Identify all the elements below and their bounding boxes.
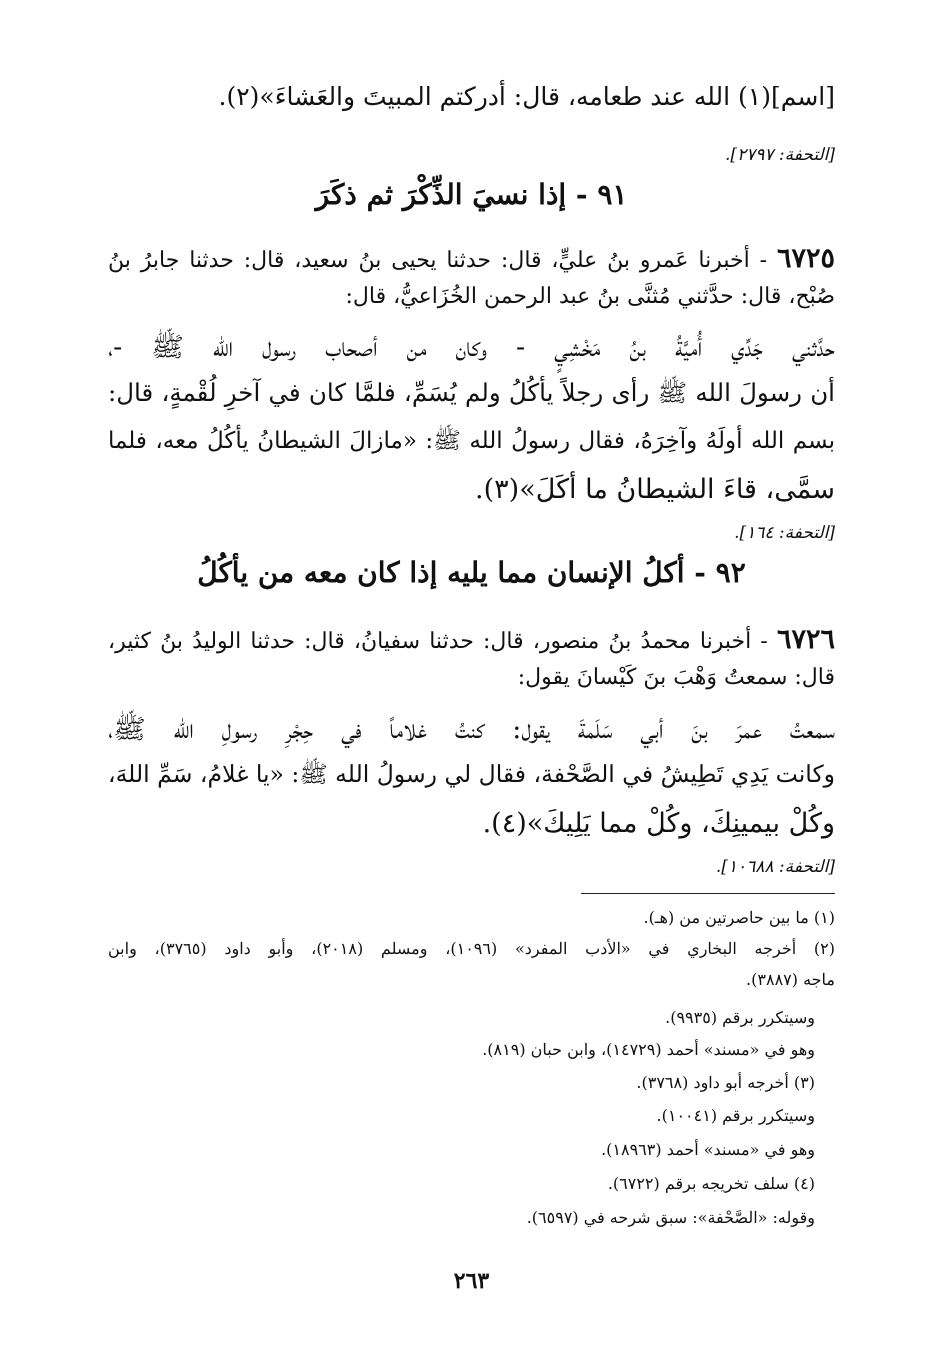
hadith-6726-isnad-line-1 bbox=[108, 624, 835, 655]
hadith-6726-isnad-line-2: قال: سمعتُ وَهْبَ بنَ كَيْسانَ يقول: bbox=[517, 665, 835, 690]
footnote-line: وسيتكرر برقم (٩٩٣٥). bbox=[665, 1008, 815, 1027]
footnote-line: (١) ما بين حاصرتين من (هـ). bbox=[643, 908, 835, 927]
footnote-line: وقوله: «الصَّحْفة»: سبق شرحه في (٦٥٩٧). bbox=[526, 1208, 815, 1227]
hadith-number: ٦٧٢٦ bbox=[776, 624, 835, 655]
hadith-6725-matn-line-3: بسم الله أولَهُ وآخِرَهُ، فقال رسولُ الله ﷺ: «مازالَ الشيطانُ يأكُلُ معه، فلما bbox=[108, 428, 835, 454]
hadith-6725-matn-line-4: سمَّى، قاءَ الشيطانُ ما أكَلَ»(٣). bbox=[475, 474, 835, 505]
tuhfa-reference-2797: [التحفة: ٢٧٩٧]. bbox=[724, 145, 835, 165]
footnote-line: (٣) أخرجه أبو داود (٣٧٦٨). bbox=[636, 1073, 815, 1092]
footnote-separator bbox=[581, 893, 835, 894]
tuhfa-reference-164: [التحفة: ١٦٤]. bbox=[734, 523, 835, 543]
tuhfa-reference-10688: [التحفة: ١٠٦٨٨]. bbox=[715, 857, 835, 877]
footnote-line: (٢) أخرجه البخاري في «الأدب المفرد» (١٠٩٦)، ومسلم (٢٠١٨)، وأبو داود (٣٧٦٥)، وابن bbox=[108, 939, 835, 958]
hadith-6725-matn-line-2: أن رسولَ الله ﷺ رأى رجلاً يأكُلُ ولم يُسَمِّ، فلمَّا كان في آخرِ لُقْمةٍ، قال: bbox=[108, 378, 835, 407]
hadith-6725-isnad-line-1 bbox=[108, 243, 835, 274]
isnad-text: - أخبرنا محمدُ بنُ منصور، قال: حدثنا سفيانُ، قال: حدثنا الوليدُ بنُ كثير، bbox=[108, 629, 768, 654]
footnote-line: وسيتكرر برقم (١٠٠٤١). bbox=[656, 1106, 815, 1125]
footnote-line: وهو في «مسند» أحمد (١٤٧٢٩)، وابن حبان (٨١٩). bbox=[482, 1040, 815, 1059]
hadith-number: ٦٧٢٥ bbox=[776, 243, 835, 274]
footnote-line: ماجه (٣٨٨٧). bbox=[746, 970, 835, 989]
footnote-line: وهو في «مسند» أحمد (١٨٩٦٣). bbox=[601, 1140, 815, 1159]
hadith-6725-isnad-line-2: صُبْح، قال: حدَّثني مُثنَّى بنُ عبد الرحمن الخُزَاعيُّ، قال: bbox=[345, 284, 835, 309]
hadith-6725-matn-line-1: حدَّثني جَدِّي أُميَّةُ بنُ مَخْشِيٍ - وكان من أصحاب رسول الله ﷺ -، bbox=[108, 332, 835, 363]
top-line: [اسم](١) الله عند طعامه، قال: أدركتم المبيتَ والعَشاءَ»(٢). bbox=[218, 82, 835, 111]
hadith-6726-matn-line-2: وكانت يَدِي تَطِيشُ في الصَّحْفة، فقال لي رسولُ الله ﷺ: «يا غلامُ، سَمِّ اللهَ، bbox=[108, 760, 835, 788]
chapter-heading-91: ٩١ - إذا نسيَ الذِّكْرَ ثم ذكَرَ bbox=[315, 178, 628, 211]
isnad-text: - أخبرنا عَمرو بنُ عليٍّ، قال: حدثنا يحيى بنُ سعيد، قال: حدثنا جابرُ بنُ bbox=[108, 248, 768, 273]
page-number: ٢٦٣ bbox=[453, 1268, 490, 1294]
footnote-line: (٤) سلف تخريجه برقم (٦٧٢٢). bbox=[607, 1174, 815, 1193]
chapter-heading-92: ٩٢ - أكلُ الإنسان مما يليه إذا كان معه من يأكُلُ bbox=[197, 556, 746, 589]
hadith-6726-matn-line-1: سمعتُ عمرَ بنَ أبي سَلَمةَ يقول: كنتُ غلاماً في حِجْرِ رسولِ الله ﷺ، bbox=[108, 714, 835, 745]
hadith-6726-matn-line-3: وكُلْ بيمينِكَ، وكُلْ مما يَلِيكَ»(٤). bbox=[482, 808, 835, 839]
